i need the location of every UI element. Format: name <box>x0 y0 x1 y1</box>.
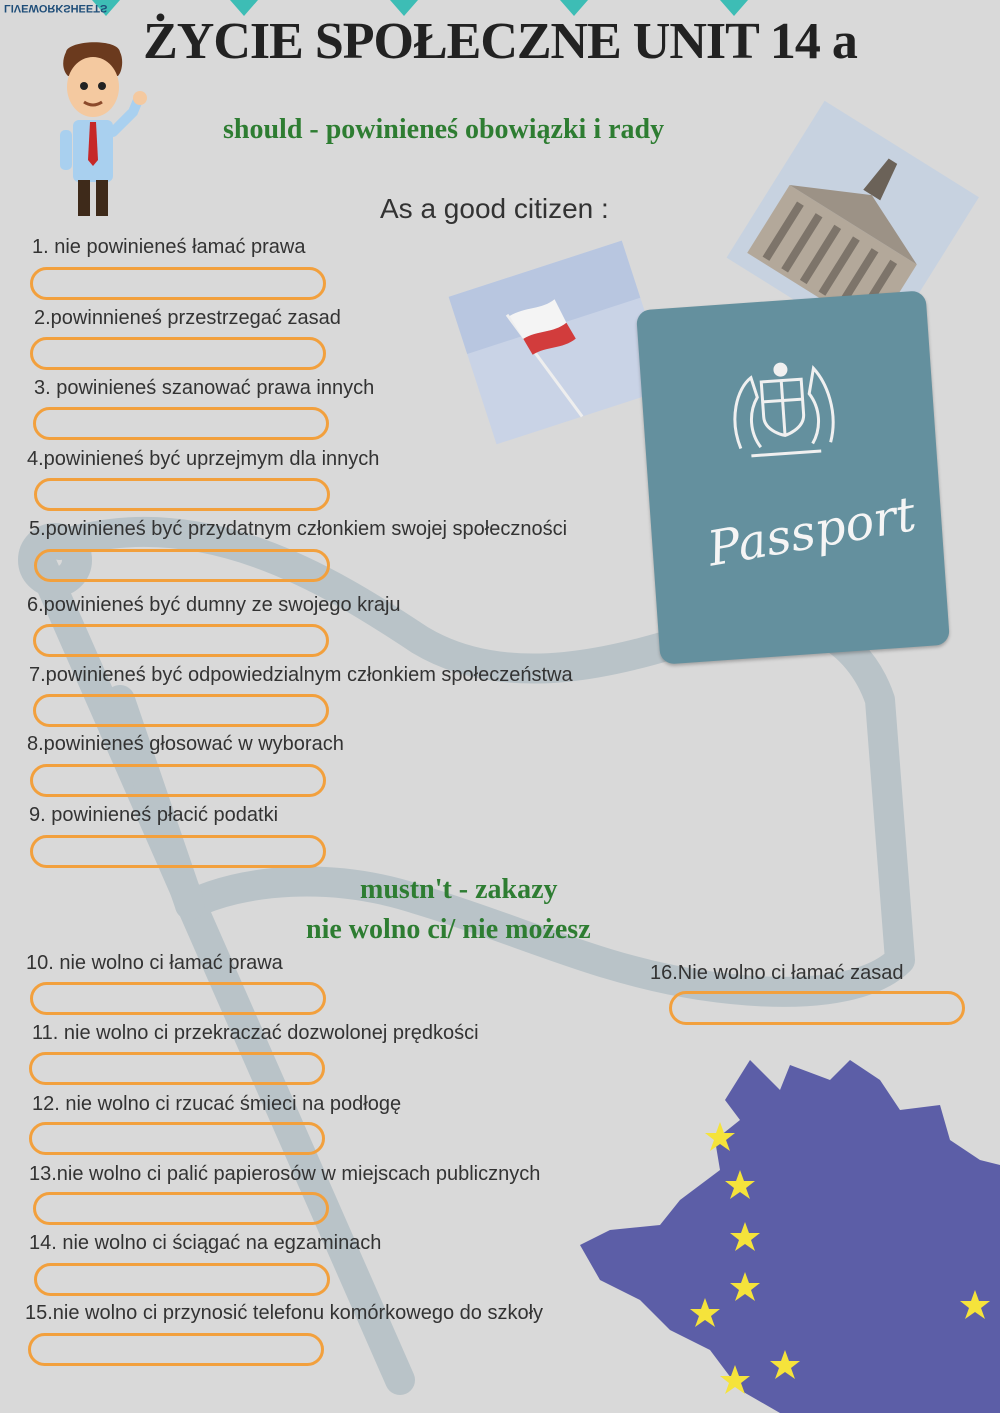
question-label: 6.powinieneś być dumny ze swojego kraju <box>27 594 401 616</box>
question-label: 4.powinieneś być uprzejmym dla innych <box>27 448 380 470</box>
answer-input[interactable] <box>30 267 326 300</box>
question-label: 3. powinieneś szanować prawa innych <box>34 377 375 399</box>
question-label: 13.nie wolno ci palić papierosów w miejscach publicznych <box>29 1163 541 1185</box>
question-label: 8.powinieneś głosować w wyborach <box>27 733 344 755</box>
answer-input[interactable] <box>34 478 330 511</box>
question-label: 7.powinieneś być odpowiedzialnym członkiem społeczeństwa <box>29 664 573 686</box>
question-label: 14. nie wolno ci ściągać na egzaminach <box>29 1232 382 1254</box>
question-label: 1. nie powinieneś łamać prawa <box>32 236 306 258</box>
answer-input[interactable] <box>28 1333 324 1366</box>
question-label: 5.powinieneś być przydatnym członkiem swojej społeczności <box>29 518 568 540</box>
question-label: 11. nie wolno ci przekraczać dozwolonej prędkości <box>32 1022 479 1044</box>
should-heading: should - powinieneś obowiązki i rady <box>223 114 665 145</box>
mustnt-heading: mustn't - zakazy <box>360 874 558 905</box>
answer-input[interactable] <box>30 982 326 1015</box>
answer-input[interactable] <box>669 991 965 1025</box>
eu-map-illustration <box>580 1050 1000 1413</box>
coat-of-arms-icon <box>705 350 862 470</box>
answer-input[interactable] <box>29 1122 325 1155</box>
intro-text: As a good citizen : <box>380 193 609 224</box>
question-label: 10. nie wolno ci łamać prawa <box>26 952 283 974</box>
passport-label: Passport <box>703 486 920 578</box>
answer-input[interactable] <box>30 337 326 370</box>
answer-input[interactable] <box>30 835 326 868</box>
answer-input[interactable] <box>29 1052 325 1085</box>
answer-input[interactable] <box>34 1263 330 1296</box>
brand-logo-text: LIVEWORKSHEETS <box>4 2 108 14</box>
answer-input[interactable] <box>33 407 329 440</box>
mustnt-subheading: nie wolno ci/ nie możesz <box>306 914 591 945</box>
question-label: 15.nie wolno ci przynosić telefonu komórkowego do szkoły <box>25 1302 544 1324</box>
question-label: 2.powinnieneś przestrzegać zasad <box>34 307 341 329</box>
answer-input[interactable] <box>33 1192 329 1225</box>
passport-illustration <box>636 290 950 664</box>
page-title: ŻYCIE SPOŁECZNE UNIT 14 a <box>143 13 857 70</box>
question-label: 9. powinieneś płacić podatki <box>29 804 279 826</box>
answer-input[interactable] <box>33 694 329 727</box>
answer-input[interactable] <box>30 764 326 797</box>
question-label: 12. nie wolno ci rzucać śmieci na podłogę <box>32 1093 402 1115</box>
answer-input[interactable] <box>34 549 330 582</box>
answer-input[interactable] <box>33 624 329 657</box>
polish-flag-photo <box>448 240 670 445</box>
question-label: 16.Nie wolno ci łamać zasad <box>650 962 904 984</box>
